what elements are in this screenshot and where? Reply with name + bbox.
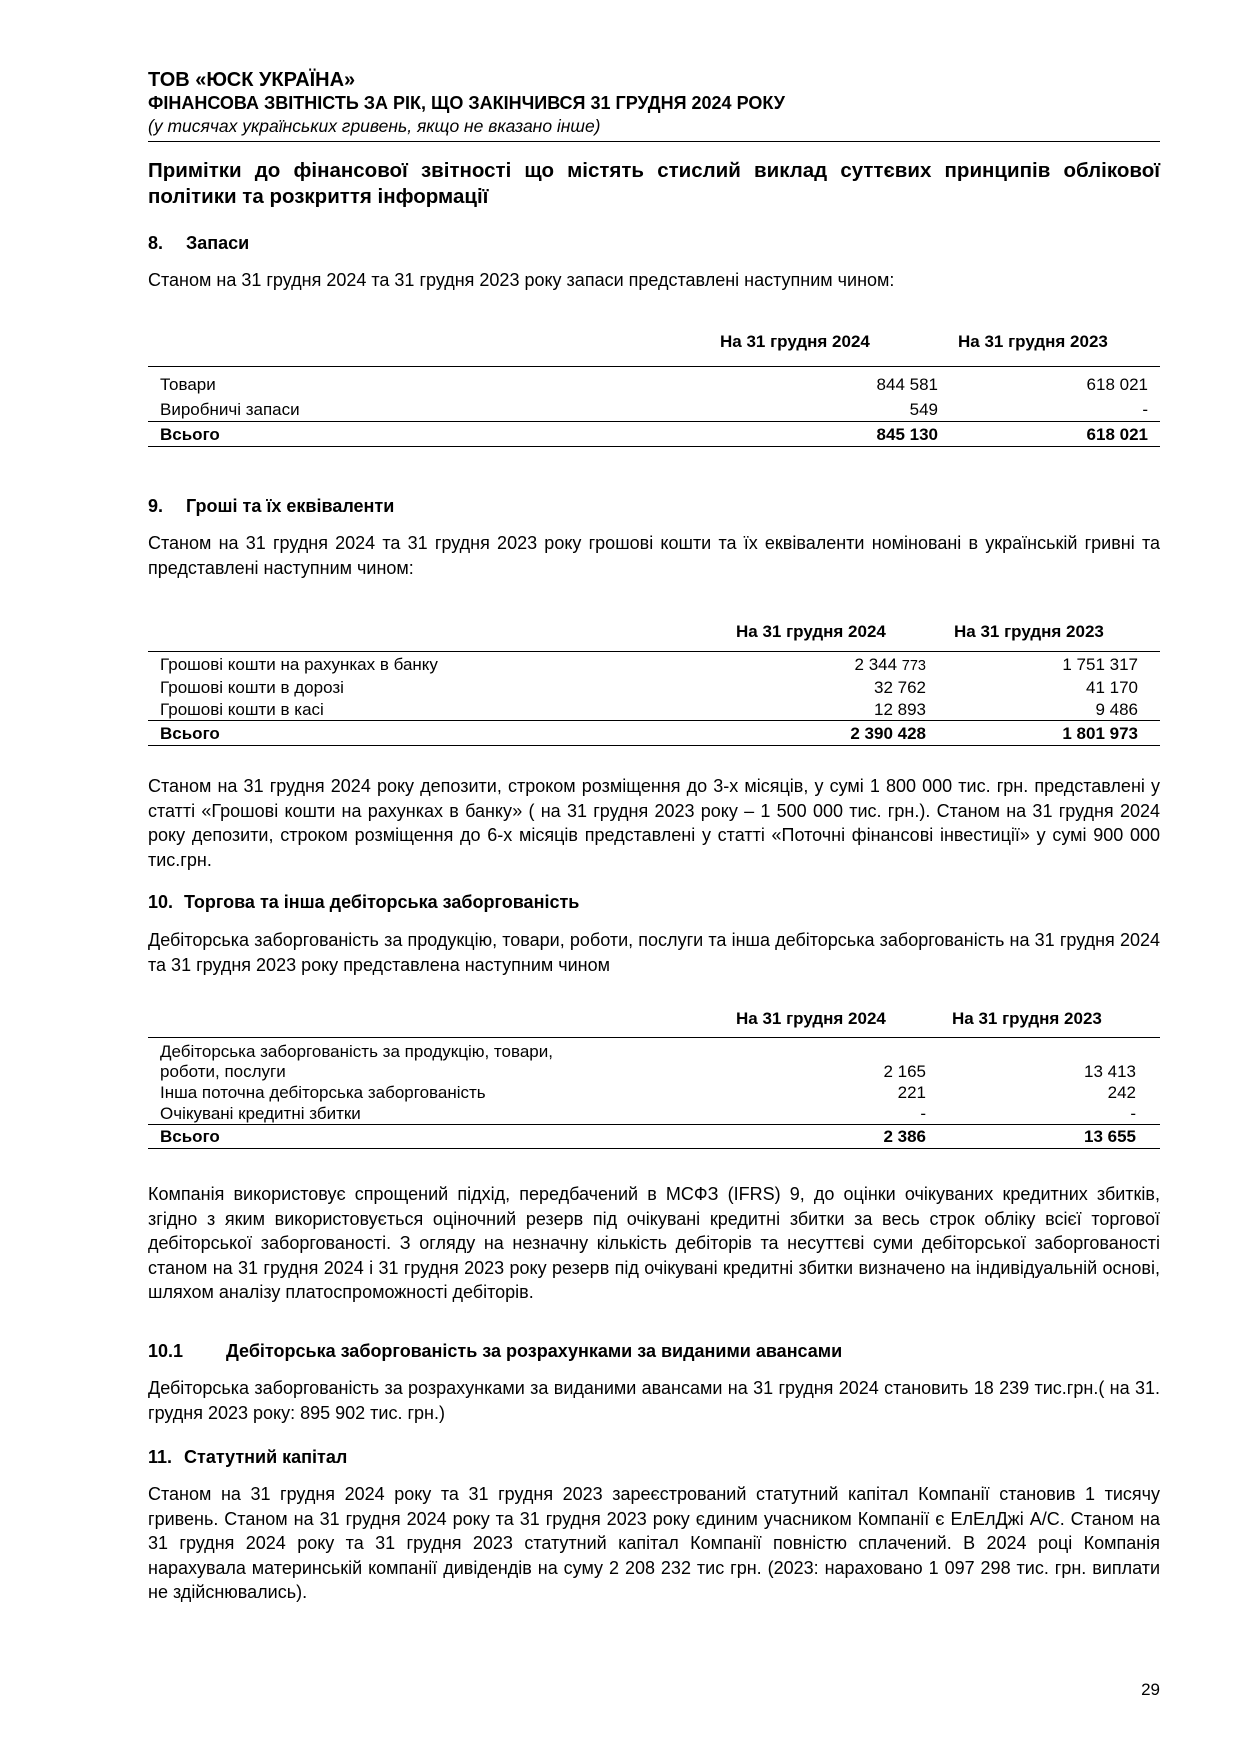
s9-total-2024: 2 390 428 [850,724,926,743]
s9-total-rule [148,720,1160,721]
s10-col-2023: На 31 грудня 2023 [952,1009,1102,1028]
s8-col-2023: На 31 грудня 2023 [958,332,1108,351]
section-10-heading [148,891,579,913]
section-9-intro: Станом на 31 грудня 2024 та 31 грудня 2023 року грошові кошти та їх еквіваленти номіновані в українській гривні та представлені наступним чином: [148,533,1160,578]
s9-row-value-2023: 41 170 [1086,678,1138,697]
s10-row-value-2024: 2 165 [883,1062,926,1081]
section-11-title: Статутний капітал [184,1447,348,1467]
s9-row-value-2024 [855,654,926,677]
section-10-ecl-note: Компанія використовує спрощений підхід, передбачений в МСФЗ (IFRS) 9, до оцінки очікуваних кредитних збитків, згідно з яким використовується оціночний резерв під очікувані кредитні збитки за весь строк обліку всієї торгової дебіторської заборгованості. З огляду на незначну кількість дебіторів та несуттєві суми дебіторської заборгованості станом на 31 грудня 2024 і 31 грудня 2023 року резерв під очікувані кредитні збитки визначено на індивідуальній основі, шляхом аналізу платоспроможності дебіторів. [148,1184,1160,1302]
section-10-1-text: Дебіторська заборгованість за розрахунками за виданими авансами на 31 грудня 2024 становить 18 239 тис.грн.( на 31. грудня 2023 року: 895 902 тис. грн.) [148,1378,1160,1423]
section-10-intro: Дебіторська заборгованість за продукцію, товари, роботи, послуги та інша дебіторська заборгованість на 31 грудня 2024 та 31 грудня 2023 року представлена наступним чином [148,930,1160,975]
section-10-title: Торгова та інша дебіторська заборгованість [184,892,580,912]
section-9-number: 9. [148,496,164,516]
s9-col-2024: На 31 грудня 2024 [736,622,886,641]
s10-total-rule [148,1124,1160,1125]
report-title: ФІНАНСОВА ЗВІТНІСТЬ ЗА РІК, ЩО ЗАКІНЧИВСЯ 31 ГРУДНЯ 2024 РОКУ [148,93,785,113]
company-name: ТОВ «ЮСК УКРАЇНА» [148,69,356,91]
s10-row-value-2024: 221 [897,1083,926,1102]
section-8-title: Запаси [186,233,250,253]
s8-col-2024: На 31 грудня 2024 [720,332,870,351]
section-10-1-number: 10.1 [148,1341,184,1361]
s9-row-value-2024-main: 2 344 [854,655,898,674]
s9-col-2023: На 31 грудня 2023 [954,622,1104,641]
s8-row-value-2024: 549 [909,400,938,419]
s10-row-value-2023: - [1130,1104,1136,1123]
s8-total-2023: 618 021 [1086,425,1148,444]
s9-row-label: Грошові кошти в дорозі [160,678,344,697]
section-10-number: 10. [148,892,174,912]
section-11-text: Станом на 31 грудня 2024 року та 31 грудня 2023 зареєстрований статутний капітал Компанії становив 1 тисячу гривень. Станом на 31 грудня 2024 року та 31 грудня 2023 року єдиним учасником Компанії є ЕлЕлДжі А/С. Станом на 31 грудня 2024 року та 31 грудня 2023 статутний капітал Компанії повністю сплачений. В 2024 році Компанія нарахувала материнській компанії дивідендів на суму 2 208 232 тис грн. (2023: нараховано 1 097 298 тис. грн. виплати не здійснювались). [148,1484,1160,1602]
s9-row-label: Грошові кошти в касі [160,700,324,719]
s10-row-value-2024: - [920,1104,926,1123]
s10-total-label: Всього [160,1127,220,1146]
s10-row-label-continued: роботи, послуги [160,1062,286,1081]
units-note: (у тисячах українських гривень, якщо не вказано інше) [148,116,601,136]
s8-row-label: Товари [160,375,216,394]
s8-row-value-2024: 844 581 [876,375,938,394]
s10-table-bottom-rule [148,1148,1160,1149]
s10-row-value-2023: 13 413 [1084,1062,1136,1081]
s9-row-value-2024: 32 762 [874,678,926,697]
section-9-title: Гроші та їх еквіваленти [186,496,395,516]
s10-total-2023: 13 655 [1084,1127,1136,1146]
s9-row-value-2023: 1 751 317 [1062,655,1138,674]
s8-row-value-2023: 618 021 [1086,375,1148,394]
s10-row-value-2023: 242 [1107,1083,1136,1102]
s9-row-value-2024: 12 893 [874,700,926,719]
s10-row-label: Інша поточна дебіторська заборгованість [160,1083,486,1102]
section-10-1-heading [148,1340,842,1362]
s8-total-label: Всього [160,425,220,444]
s10-table-top-rule [148,1037,1160,1038]
section-9-heading [148,495,394,517]
s8-row-value-2023: - [1142,400,1148,419]
section-10-1-title: Дебіторська заборгованість за розрахунками за виданими авансами [226,1341,843,1361]
s10-total-2024: 2 386 [883,1127,926,1146]
s10-col-2024: На 31 грудня 2024 [736,1009,886,1028]
s8-table-top-rule [148,366,1160,367]
header-divider [148,141,1160,142]
s8-table-bottom-rule [148,446,1160,447]
s9-row-value-2024-tail: 773 [901,658,926,674]
s10-row-label: Дебіторська заборгованість за продукцію, товари, [160,1042,553,1061]
section-11-number: 11. [148,1447,173,1467]
section-11-heading [148,1446,347,1468]
section-8-intro: Станом на 31 грудня 2024 та 31 грудня 2023 року запаси представлені наступним чином: [148,270,895,290]
s9-table-bottom-rule [148,745,1160,746]
s9-row-label: Грошові кошти на рахунках в банку [160,655,438,674]
s9-row-value-2023: 9 486 [1095,700,1138,719]
s9-total-2023: 1 801 973 [1062,724,1138,743]
notes-title: Примітки до фінансової звітності що містять стислий виклад суттєвих принципів облікової політики та розкриття інформації [148,159,1160,208]
s8-total-2024: 845 130 [876,425,938,444]
s8-row-label: Виробничі запаси [160,400,300,419]
s10-row-label: Очікувані кредитні збитки [160,1104,361,1123]
s9-table-top-rule [148,651,1160,652]
s8-total-rule [148,421,1160,422]
section-9-deposits-note: Станом на 31 грудня 2024 року депозити, строком розміщення до 3-х місяців, у сумі 1 800 000 тис. грн. представлені у статті «Грошові кошти на рахунках в банку» ( на 31 грудня 2023 року – 1 500 000 тис. грн.). Станом на 31 грудня 2024 року депозити, строком розміщення до 6-х місяців представлені у статті «Поточні фінансові інвестиції» у сумі 900 000 тис.грн. [148,776,1160,870]
section-8-heading [148,232,249,254]
s9-total-label: Всього [160,724,220,743]
section-8-number: 8. [148,233,164,253]
page-number: 29 [1141,1680,1160,1699]
